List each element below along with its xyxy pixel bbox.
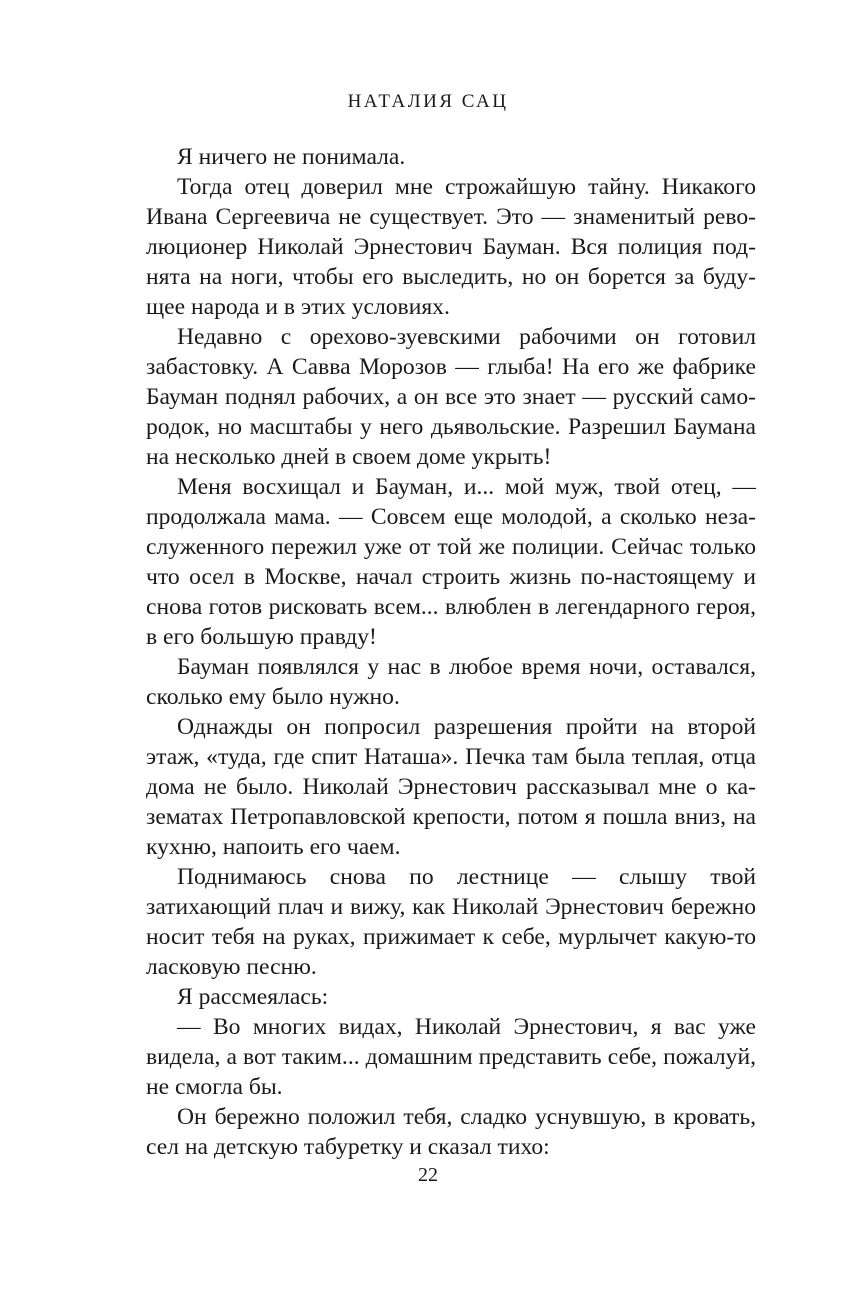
paragraph-1: Я ничего не понимала. (177, 144, 406, 170)
running-header-author: НАТАЛИЯ САЦ (347, 91, 509, 112)
paragraph-4: Меня восхищал и Бауман, и... мой муж, твой отец, — продолжала мама. — Совсем еще молодой, а сколько незаслуженного пережил уже от той же полиции. Сейчас только что осел в Москве, начал строить жизнь по-настоящему и снова готов рисковать всем... влюблен в легендарного героя, в его большую правду! (146, 474, 756, 650)
body-text (146, 142, 756, 1162)
paragraph-3: Недавно с орехово-зуевскими рабочими он готовил забастовку. А Савва Морозов — глыба! На его же фабрике Бауман поднял рабочих, а он все это знает — русский самородок, но масштабы у него дьявольские. Разрешил Баумана на несколько дней в своем доме укрыть! (146, 324, 756, 470)
paragraph-8: Я рассмеялась: (177, 984, 329, 1010)
paragraph-10: Он бережно положил тебя, сладко уснувшую, в кровать, сел на детскую табуретку и сказал тихо: (146, 1104, 756, 1160)
paragraph-2: Тогда отец доверил мне строжайшую тайну. Никакого Ивана Сергеевича не существует. Это — знаменитый революционер Николай Эрнестович Бауман. Вся полиция поднята на ноги, чтобы его выследить, но он борется за будущее народа и в этих условиях. (146, 174, 756, 320)
page-number: 22 (418, 1164, 438, 1186)
paragraph-7: Поднимаюсь снова по лестнице — слышу твой затихающий плач и вижу, как Николай Эрнестович бережно носит тебя на руках, прижимает к себе, мурлычет какую-то ласковую песню. (146, 864, 756, 980)
paragraph-5: Бауман появлялся у нас в любое время ночи, оставался, сколько ему было нужно. (146, 654, 756, 710)
paragraph-9: — Во многих видах, Николай Эрнестович, я вас уже видела, а вот таким... домашним представить себе, пожалуй, не смогла бы. (146, 1014, 756, 1100)
paragraph-6: Однажды он попросил разрешения пройти на второй этаж, «туда, где спит Наташа». Печка там была теплая, отца дома не было. Николай Эрнестович рассказывал мне о казематах Петропавловской крепости, потом я пошла вниз, на кухню, напоить его чаем. (146, 714, 756, 860)
